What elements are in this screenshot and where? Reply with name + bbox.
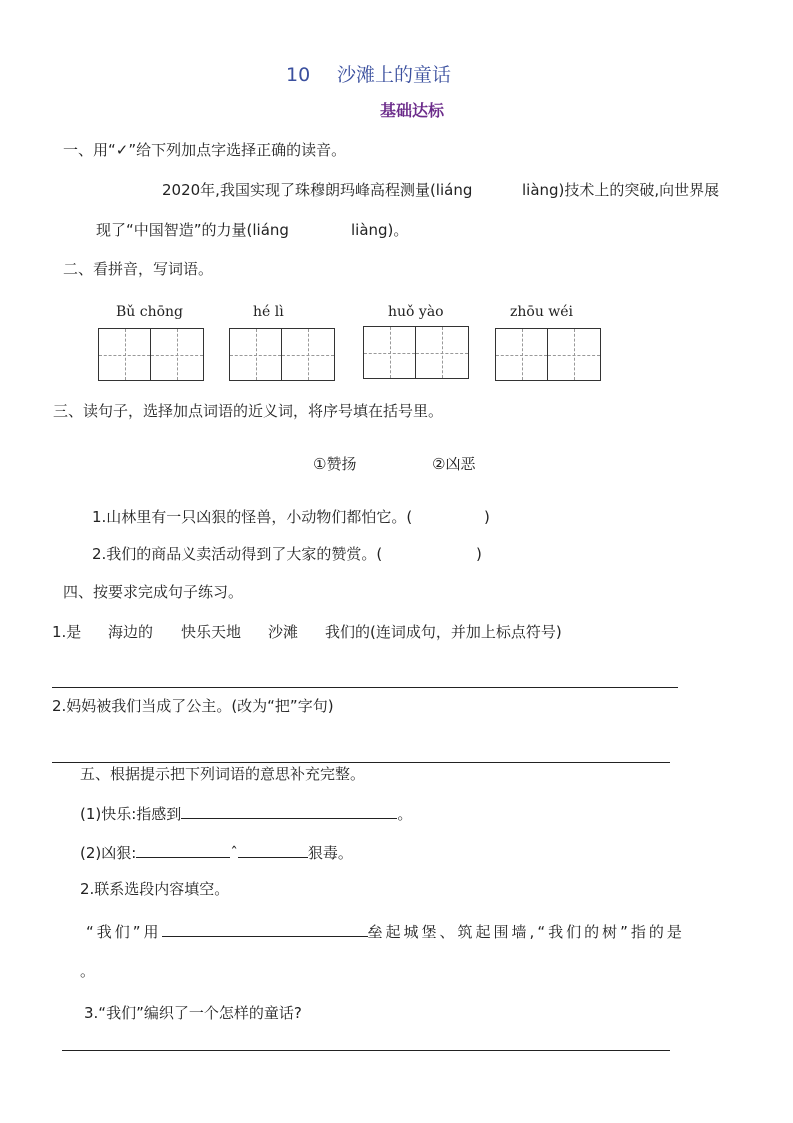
fill-blank[interactable] (162, 922, 368, 937)
writing-cell[interactable] (548, 329, 600, 380)
option-1: ①赞扬 (313, 455, 357, 473)
s1-line1-part-b: liàng)技术上的突破,向世界展 (522, 181, 720, 199)
s3-question-2: 2.我们的商品义卖活动得到了大家的赞赏。( (92, 545, 383, 563)
word-chip: 海边的 (108, 623, 154, 641)
s5-item-a-prefix: (1)快乐:指感到 (80, 805, 182, 823)
section-2-heading: 二、看拼音，写词语。 (63, 260, 214, 278)
writing-box-group[interactable] (229, 328, 335, 381)
fill-blank[interactable] (136, 843, 230, 858)
s3-question-1: 1.山林里有一只凶狠的怪兽，小动物们都怕它。( (92, 508, 413, 526)
writing-cell[interactable] (364, 327, 416, 378)
s5-item-a-suffix: 。 (397, 805, 413, 823)
s5-item-b (80, 843, 353, 862)
lesson-number: 10 (286, 64, 311, 86)
fill-blank[interactable] (238, 843, 308, 858)
writing-box-group[interactable] (363, 326, 469, 379)
writing-cell[interactable] (99, 329, 151, 380)
pinyin-label: Bǔ chōng (116, 304, 184, 320)
s1-line1-part-a: 2020年,我国实现了珠穆朗玛峰高程测量(liáng (162, 181, 473, 199)
writing-cell[interactable] (416, 327, 468, 378)
section-1-heading: 一、用“✓”给下列加点字选择正确的读音。 (63, 141, 347, 159)
s5-q2-text-b: 垒起城堡、筑起围墙,“我们的树”指的是 (367, 923, 685, 941)
writing-cell[interactable] (230, 329, 282, 380)
s5-item-b-mark: ˆ (230, 844, 238, 862)
s5-q2-line (86, 922, 685, 941)
s5-q2-text-a: “我们”用 (86, 923, 162, 941)
pinyin-label: hé lì (253, 304, 284, 320)
pinyin-label: zhōu wéi (510, 304, 574, 320)
s1-line2-part-b: liàng)。 (351, 221, 409, 239)
answer-line[interactable] (52, 687, 678, 688)
section-3-heading: 三、读句子，选择加点词语的近义词，将序号填在括号里。 (53, 402, 444, 420)
s5-item-a (80, 804, 412, 823)
s5-item-b-suffix: 狠毒。 (307, 844, 353, 862)
section-5-heading: 五、根据提示把下列词语的意思补充完整。 (80, 765, 366, 783)
writing-box-group[interactable] (495, 328, 601, 381)
section-4-heading: 四、按要求完成句子练习。 (63, 583, 244, 601)
s1-line2-part-a: 现了“中国智造”的力量(liáng (96, 221, 289, 239)
page-subtitle: 基础达标 (380, 101, 445, 120)
answer-line[interactable] (62, 1050, 670, 1051)
word-chip: 沙滩 (268, 623, 299, 641)
writing-cell[interactable] (151, 329, 203, 380)
s5-question-2: 2.联系选段内容填空。 (80, 880, 230, 898)
pinyin-label: huǒ yào (388, 304, 444, 320)
answer-bracket-close[interactable]: ) (484, 508, 490, 526)
writing-cell[interactable] (496, 329, 548, 380)
answer-bracket-close[interactable]: ) (476, 545, 482, 563)
word-chip-with-instruction: 我们的(连词成句，并加上标点符号) (325, 623, 562, 641)
word-chip: 1.是 (52, 623, 82, 641)
s5-question-3: 3.“我们”编织了一个怎样的童话? (84, 1004, 302, 1022)
writing-box-group[interactable] (98, 328, 204, 381)
answer-line[interactable] (52, 762, 670, 763)
s5-item-b-prefix: (2)凶狠: (80, 844, 137, 862)
option-2: ②凶恶 (432, 455, 476, 473)
fill-blank[interactable] (181, 804, 397, 819)
writing-cell[interactable] (282, 329, 334, 380)
word-chip: 快乐天地 (181, 623, 242, 641)
s4-question-2: 2.妈妈被我们当成了公主。(改为“把”字句) (52, 697, 334, 715)
s5-q2-end: 。 (80, 962, 96, 980)
page-title: 沙滩上的童话 (337, 64, 452, 86)
